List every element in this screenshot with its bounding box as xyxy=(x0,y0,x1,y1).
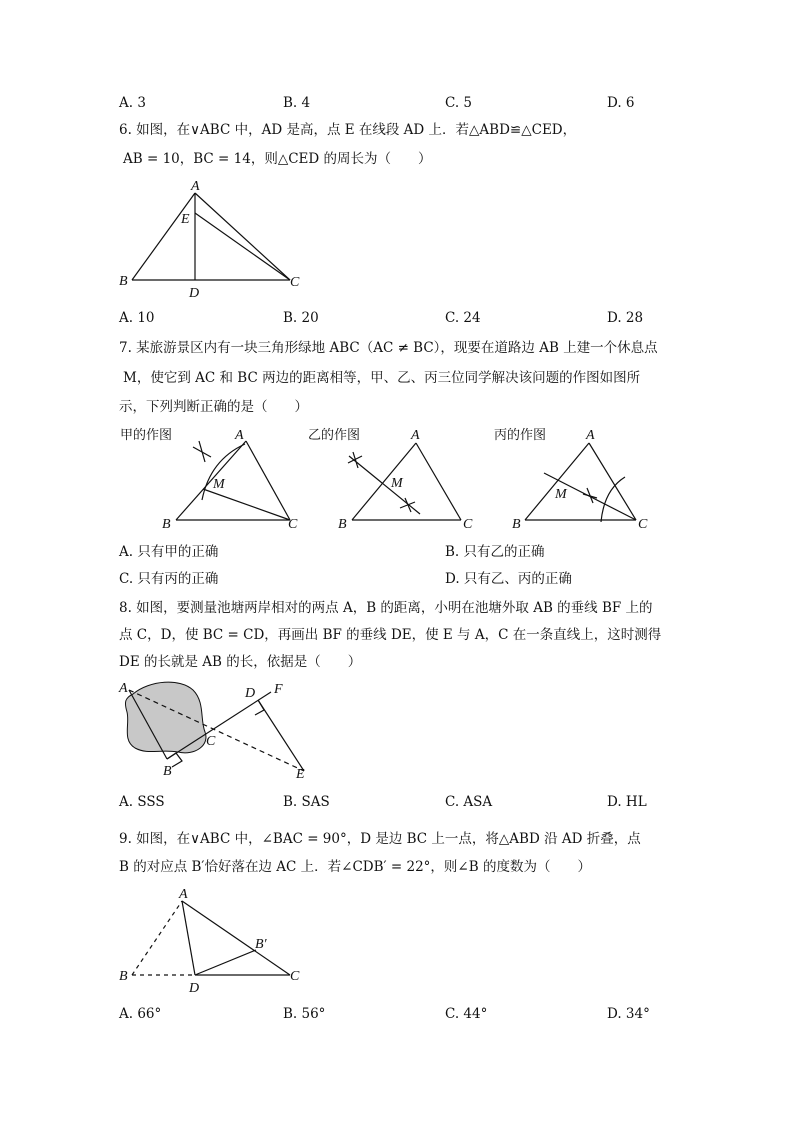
q7-caption-bing: 丙的作图 xyxy=(494,428,547,443)
q7-caption-jia: 甲的作图 xyxy=(120,428,173,443)
q7-yi-label-b: B xyxy=(338,517,347,532)
q5-option-a: A. 3 xyxy=(119,95,146,111)
q9-text-line1: 9. 如图，在∨ABC 中，∠BAC = 90°，D 是边 BC 上一点，将△ABD 沿 AD 折叠，点 xyxy=(119,831,641,847)
q8-option-c: C. ASA xyxy=(445,794,493,810)
q6-label-e: E xyxy=(181,212,190,227)
q6-option-c: C. 24 xyxy=(445,310,481,326)
q7-jia-label-a: A xyxy=(235,428,244,443)
q7-jia-label-c: C xyxy=(288,517,298,532)
q9-option-c: C. 44° xyxy=(445,1006,488,1022)
q7-yi-label-c: C xyxy=(463,517,473,532)
q7-bing-label-a: A xyxy=(586,428,595,443)
q8-option-a: A. SSS xyxy=(119,794,165,810)
q7-jia-label-m: M xyxy=(213,477,225,492)
q7-option-c: C. 只有丙的正确 xyxy=(119,571,219,587)
q9-option-b: B. 56° xyxy=(283,1006,326,1022)
q5-option-c: C. 5 xyxy=(445,95,473,111)
q6-label-a: A xyxy=(191,179,200,194)
q9-label-a: A xyxy=(179,887,188,902)
q8-label-e: E xyxy=(296,767,305,782)
q8-option-d: D. HL xyxy=(607,794,647,810)
q8-label-d: D xyxy=(245,686,256,701)
q7-bing-label-b: B xyxy=(512,517,521,532)
q5-option-b: B. 4 xyxy=(283,95,311,111)
q7-yi-label-m: M xyxy=(391,476,403,491)
q6-option-d: D. 28 xyxy=(607,310,644,326)
q7-text-line2: M，使它到 AC 和 BC 两边的距离相等，甲、乙、丙三位同学解决该问题的作图如图所 xyxy=(123,370,641,386)
q7-option-d: D. 只有乙、丙的正确 xyxy=(445,571,572,587)
q7-option-a: A. 只有甲的正确 xyxy=(119,544,219,560)
q6-label-b: B xyxy=(119,274,128,289)
q9-label-d: D xyxy=(189,981,200,996)
q7-bing-label-c: C xyxy=(638,517,648,532)
q7-option-b: B. 只有乙的正确 xyxy=(445,544,545,560)
q9-text-line2: B 的对应点 B′恰好落在边 AC 上．若∠CDB′ = 22°，则∠B 的度数为（ ） xyxy=(119,859,591,875)
q8-text-line1: 8. 如图，要测量池塘两岸相对的两点 A，B 的距离，小明在池塘外取 AB 的垂线 BF 上的 xyxy=(119,600,653,616)
q8-label-c: C xyxy=(206,734,216,749)
q6-option-b: B. 20 xyxy=(283,310,319,326)
q6-option-a: A. 10 xyxy=(119,310,155,326)
q9-label-b2: B′ xyxy=(255,937,267,952)
q7-jia-label-b: B xyxy=(162,517,171,532)
q8-label-b: B xyxy=(163,764,172,779)
q7-caption-yi: 乙的作图 xyxy=(308,428,361,443)
q8-option-b: B. SAS xyxy=(283,794,330,810)
q8-text-line3: DE 的长就是 AB 的长，依据是（ ） xyxy=(119,654,362,670)
q6-text-line1: 6. 如图，在∨ABC 中，AD 是高，点 E 在线段 AD 上．若△ABD≌△CED， xyxy=(119,122,577,138)
q8-label-f: F xyxy=(274,682,283,697)
q7-yi-label-a: A xyxy=(411,428,420,443)
q6-label-c: C xyxy=(290,275,300,290)
q6-text-line2: AB = 10，BC = 14，则△CED 的周长为（ ） xyxy=(123,151,432,167)
q9-label-c: C xyxy=(290,969,300,984)
q8-text-line2: 点 C，D，使 BC = CD，再画出 BF 的垂线 DE，使 E 与 A，C 在一条直线上，这时测得 xyxy=(119,627,662,643)
q9-label-b: B xyxy=(119,969,128,984)
q5-option-d: D. 6 xyxy=(607,95,635,111)
q6-label-d: D xyxy=(189,286,200,301)
q7-text-line1: 7. 某旅游景区内有一块三角形绿地 ABC（AC ≠ BC），现要在道路边 AB 上建一个休息点 xyxy=(119,340,658,356)
q9-option-a: A. 66° xyxy=(119,1006,162,1022)
q8-label-a: A xyxy=(119,681,128,696)
q7-bing-label-m: M xyxy=(555,487,567,502)
q9-option-d: D. 34° xyxy=(607,1006,650,1022)
q7-text-line3: 示，下列判断正确的是（ ） xyxy=(119,399,308,415)
